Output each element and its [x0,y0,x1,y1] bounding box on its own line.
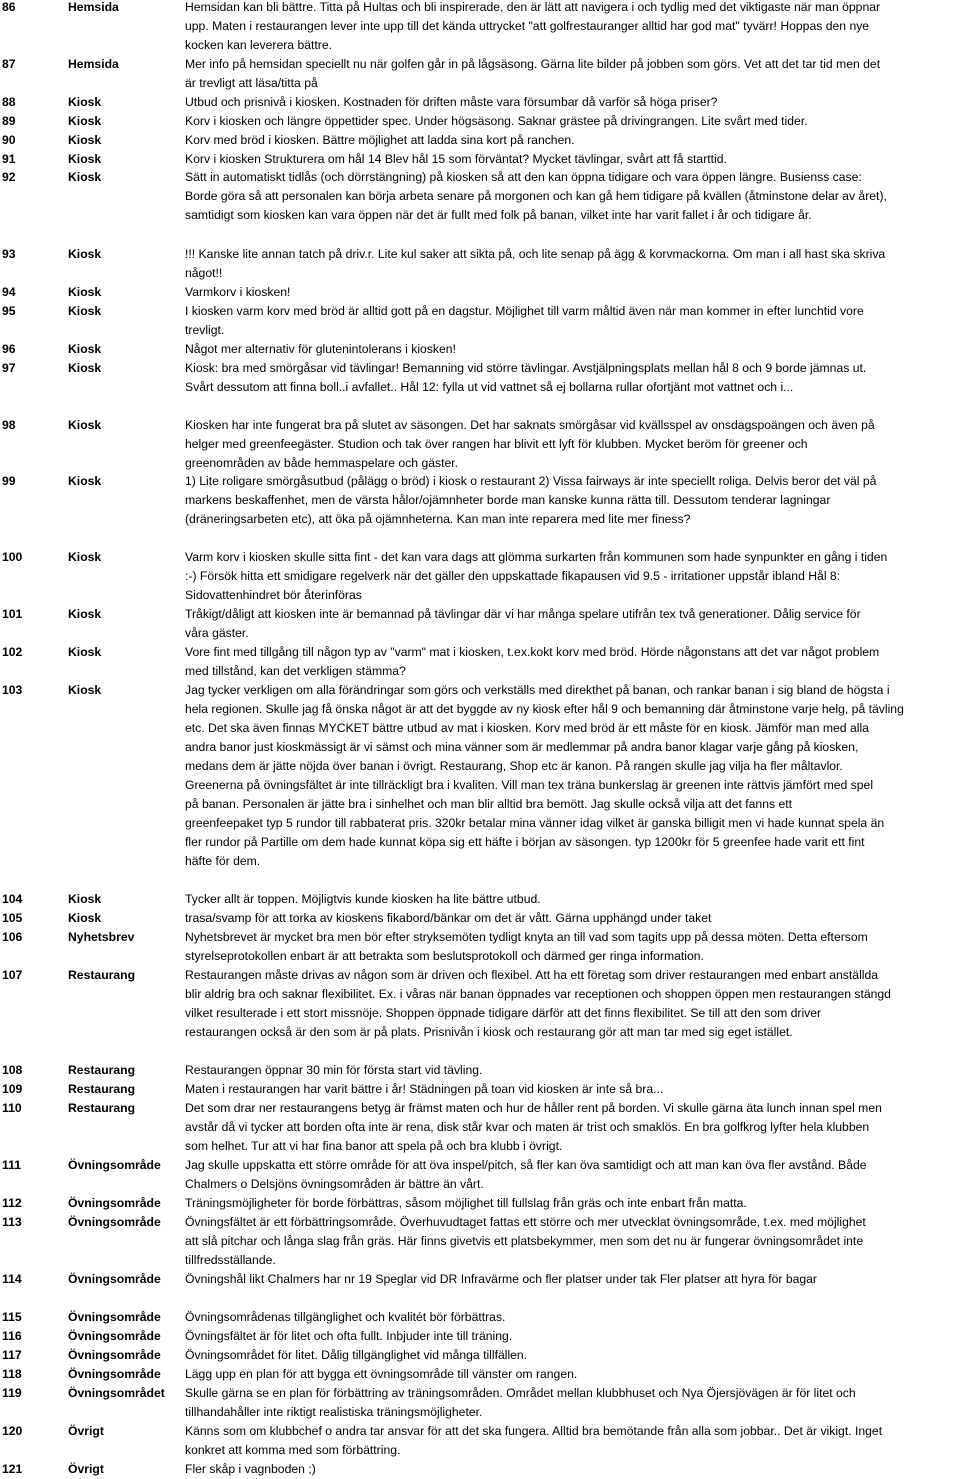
row-comment [185,1346,957,1365]
row-comment [185,548,957,605]
comment-line: vilket resulterade i ett stort missnöje. Shoppen öppnade tidigare därför att det finns flexibilitet. Se till att den som driver [185,1006,822,1020]
comment-line: Korv i kiosken och längre öppettider spec. Under högsäsong. Saknar grästee på drivingrangen. Lite svårt med tider. [185,114,808,128]
row-category: Övningsområde [68,1348,161,1362]
row-category: Övningsområde [68,1196,161,1210]
comment-line: 1) Lite roligare smörgåsutbud (pålägg o bröd) i kiosk o restaurant 2) Vissa fairways är inte speciellt roliga. Delvis beror det väl på [185,474,877,488]
row-number: 97 [2,361,16,375]
row-category: Övrigt [68,1424,104,1438]
row-category: Kiosk [68,550,102,564]
row-category: Kiosk [68,152,102,166]
comment-line: Övningsfältet är för litet och ofta fullt. Inbjuder inte till träning. [185,1329,513,1343]
row-number: 106 [2,930,23,944]
row-category: Restaurang [68,1063,136,1077]
comment-line: Korv i kiosken Strukturera om hål 14 Blev hål 15 som förväntat? Mycket tävlingar, svårt att få starttid. [185,152,727,166]
comment-line: greenfeepaket typ 5 rundor till rabbaterat pris. 320kr betalar mina vänner idag vilket är ganska billigit men vi hade kunnat spela än [185,816,885,830]
row-category: Restaurang [68,968,136,982]
row-category: Kiosk [68,645,102,659]
row-comment [185,302,957,340]
row-category: Övningsområde [68,1158,161,1172]
row-number: 115 [2,1310,22,1324]
row-category: Hemsida [68,57,119,71]
comment-line: med tillstånd, kan det verkligen stämma? [185,664,406,678]
comment-line: Restaurangen öppnar 30 min för första start vid tävling. [185,1063,483,1077]
row-category: Kiosk [68,911,102,925]
comment-line: Övningsområdenas tillgänglighet och kvalitét bör förbättras. [185,1310,506,1324]
row-number: 110 [2,1101,22,1115]
row-number: 92 [2,170,16,184]
row-category: Kiosk [68,418,102,432]
row-number: 98 [2,418,16,432]
row-category: Restaurang [68,1082,136,1096]
comment-line: något!! [185,266,223,280]
row-category: Kiosk [68,607,102,621]
row-comment [185,340,957,359]
row-number: 91 [2,152,16,166]
comment-line: Svårt dessutom att finna boll..i avfallet.. Hål 12: fylla ut vid vattnet så ej bollarna rullar ofortjänt mot vattnet och i... [185,380,794,394]
row-comment [185,1194,957,1213]
comment-line: Sätt in automatiskt tidlås (och dörrstängning) på kiosken så att den kan öppna tidigare och vara öppen längre. Busienss case: [185,170,862,184]
comment-line: styrelseprotokollen enbart är att betrakta som beslutsprotokoll och därmed ger ringa information. [185,949,704,963]
row-number: 114 [2,1272,22,1286]
comment-line: Mer info på hemsidan speciellt nu när golfen går in på lågsäsong. Gärna lite bilder på jobben som görs. Vet att det tar tid men det [185,57,881,71]
comment-line: hela regionen. Skulle jag få önska något är att det byggde av ny kiosk efter hål 9 och bemanning där åtminstone varje helg, på tävling [185,702,904,716]
comment-line: Tycker allt är toppen. Möjligtvis kunde kiosken ha lite bättre utbud. [185,892,541,906]
comment-line: är trevligt att läsa/titta på [185,76,318,90]
row-number: 105 [2,911,23,925]
row-category: Restaurang [68,1101,136,1115]
row-number: 89 [2,114,16,128]
row-number: 117 [2,1348,22,1362]
row-category: Kiosk [68,474,102,488]
row-number: 96 [2,342,16,356]
row-category: Övningsområde [68,1329,161,1343]
comment-line: Det som drar ner restaurangens betyg är främst maten och hur de håller rent på borden. Vi skulle gärna äta lunch innan spel men [185,1101,882,1115]
row-number: 93 [2,247,16,261]
row-number: 112 [2,1196,22,1210]
comment-line: medans dem är jätte nöjda över banan i övrigt. Restaurang, Shop etc är kanon. På rangen skulle jag vilja ha fler måltavlor. [185,759,843,773]
row-comment [185,168,957,225]
row-comment [185,0,957,55]
comment-line: Något mer alternativ för glutenintolerans i kiosken! [185,342,456,356]
row-number: 107 [2,968,23,982]
row-number: 94 [2,285,16,299]
comment-line: Övningshål likt Chalmers har nr 19 Speglar vid DR Infravärme och fler platser under tak Fler platser att hyra för bagar [185,1272,817,1286]
row-number: 111 [2,1158,21,1172]
row-comment [185,605,957,643]
row-comment [185,1308,957,1327]
row-category: Kiosk [68,114,102,128]
row-number: 103 [2,683,23,697]
comment-line: Skulle gärna se en plan för förbättring av träningsområden. Området mellan klubbhuset och Nya Öjersjövägen är för litet och [185,1386,856,1400]
row-number: 87 [2,57,16,71]
comment-line: Övningsområdet för litet. Dålig tillgänglighet vid många tillfällen. [185,1348,528,1362]
row-category: Kiosk [68,95,102,109]
comment-line: I kiosken varm korv med bröd är alltid gott på en dagstur. Möjlighet till varm måltid även när man kommer in efter lunchtid vore [185,304,864,318]
row-number: 90 [2,133,16,147]
row-comment [185,890,957,909]
comment-line: Tråkigt/dåligt att kiosken inte är bemannad på tävlingar där vi har många spelare utifrån tex två generationer. Dålig service för [185,607,861,621]
row-category: Hemsida [68,0,119,14]
row-comment [185,359,957,397]
row-category: Övrigt [68,1462,104,1476]
row-comment [185,1156,957,1194]
comment-line: Jag skulle uppskatta ett större område för att öva inspel/pitch, så fler kan öva samtidigt och att man kan öva fler avstånd. Både [185,1158,867,1172]
comment-line: upp. Maten i restaurangen lever inte upp till det kända uttrycket "att golfrestauranger alltid har god mat" tyvärr! Hoppas den nye [185,19,870,33]
row-category: Övningsområde [68,1215,161,1229]
row-comment [185,1213,957,1270]
row-comment [185,150,957,169]
row-category: Kiosk [68,285,102,299]
row-comment [185,681,957,871]
row-number: 99 [2,474,16,488]
comment-line: :-) Försök hitta ett smidigare regelverk när det gäller den uppskattade fikapausen vid 9.5 - irritationer uppstår ibland Hål 8: [185,569,841,583]
row-number: 109 [2,1082,23,1096]
comment-line: avstår då vi tycker att borden ofta inte är rena, disk står kvar och maten är trist och smaklös. En bra golfkrog lyfter hela klubben [185,1120,870,1134]
row-number: 86 [2,0,16,14]
row-comment [185,93,957,112]
row-category: Kiosk [68,683,102,697]
row-number: 100 [2,550,23,564]
comment-line: Sidovattenhindret bör återinföras [185,588,362,602]
comment-line: andra banor just kioskmässigt är vi sämst och mina vänner som är medlemmar på andra banor klagar varje gång på kiosken, [185,740,859,754]
comment-line: på banan. Personalen är jätte bra i sinhelhet och man blir alltid bra bemött. Jag skulle också vilja att det fanns ett [185,797,793,811]
row-number: 120 [2,1424,23,1438]
comment-line: Kiosken har inte fungerat bra på slutet av säsongen. Det har saknats smörgåsar vid kvällsspel av onsdagspoängen och även på [185,418,875,432]
row-comment [185,283,957,302]
row-number: 102 [2,645,23,659]
comment-line: Vore fint med tillgång till någon typ av "varm" mat i kiosken, t.ex.kokt korv med bröd. Hörde någonstans att det var något problem [185,645,880,659]
row-comment [185,55,957,93]
row-comment [185,928,957,966]
row-category: Kiosk [68,133,102,147]
row-category: Kiosk [68,361,102,375]
row-comment [185,1365,957,1384]
comment-line: våra gäster. [185,626,249,640]
row-number: 108 [2,1063,23,1077]
row-comment [185,112,957,131]
comment-line: Kiosk: bra med smörgåsar vid tävlingar! Bemanning vid större tävlingar. Avstjälpningsplats mellan hål 8 och 9 borde jämnas ut. [185,361,867,375]
row-comment [185,416,957,473]
row-comment [185,1422,957,1460]
comment-line: Känns som om klubbchef o andra tar ansvar för att det ska fungera. Alltid bra bemötande från alla som jobbar.. Det är vikigt. Inget [185,1424,883,1438]
row-number: 116 [2,1329,22,1343]
row-number: 119 [2,1386,22,1400]
comment-line: Chalmers o Delsjöns övningsområden är bättre än vårt. [185,1177,484,1191]
comment-line: Korv med bröd i kiosken. Bättre möjlighet att ladda sina kort på ranchen. [185,133,575,147]
row-category: Nyhetsbrev [68,930,135,944]
comment-line: häfte för dem. [185,854,261,868]
comment-line: helger med greenfeegäster. Studion och tak över rangen har blivit ett lyft för klubben. Mycket beröm för greener och [185,437,808,451]
comment-line: Jag tycker verkligen om alla förändringar som görs och verkställs med direkthet på banan, och rankar banan i sig bland de högsta i [185,683,890,697]
row-comment [185,1270,957,1289]
row-number: 121 [2,1462,23,1476]
comment-line: Övningsfältet är ett förbättringsområde. Överhuvudtaget fattas ett större och mer utvecklat övningsområde, t.ex. med möjlighet [185,1215,866,1229]
comment-line: blir aldrig bra och saknar flexibilitet. Ex. i våras när banan öppnades var receptionen och shoppen öppen men restaurangen stängd [185,987,891,1001]
row-number: 101 [2,607,23,621]
comment-line: tillfredsställande. [185,1253,276,1267]
comment-line: Varm korv i kiosken skulle sitta fint - det kan vara dags att glömma surkarten från kommunen som hade synpunkter en gång i tiden [185,550,888,564]
row-comment [185,909,957,928]
comment-line: markens beskaffenhet, men de värsta hålor/ojämnheter borde man kanske kunna rätta till. Dessutom tenderar lagningar [185,493,831,507]
comment-line: (dräneringsarbeten etc), att öka på ojämnheterna. Kan man inte reparera med lite mer finess? [185,512,691,526]
comment-line: trasa/svamp för att torka av kioskens fikabord/bänkar om det är vått. Gärna upphängd under taket [185,911,712,925]
comment-line: Lägg upp en plan för att bygga ett övningsområde till vänster om rangen. [185,1367,578,1381]
comment-line: greenområden av både hemmaspelare och gäster. [185,456,459,470]
comment-line: restaurangen också är den som är på plats. Prisnivån i kiosk och restaurang gör att man tar med sig eget istället. [185,1025,793,1039]
row-number: 88 [2,95,16,109]
row-category: Kiosk [68,892,102,906]
comment-line: Greenerna på övningsfältet är inte tillräckligt bra i kvaliten. Vill man tex träna bunkerslag är greenen inte rättvis jämfört med spel [185,778,874,792]
comment-line: Nyhetsbrevet är mycket bra men bör efter stryksemöten tydligt knyta an till vad som tagits upp på dessa möten. Detta eftersom [185,930,868,944]
comment-line: trevligt. [185,323,225,337]
comment-line: Utbud och prisnivå i kiosken. Kostnaden för driften måste vara försumbar då varför så höga priser? [185,95,718,109]
row-category: Kiosk [68,342,102,356]
row-comment [185,472,957,529]
comment-line: samtidigt som kiosken kan vara öppen när det är fullt med folk på banan, vilket inte har varit fallet i år och tidigare år. [185,208,812,222]
comment-line: etc. Det ska även finnas MYCKET bättre utbud av mat i kiosken. Korv med bröd är ett måste för en kiosk. Jämför man med alla [185,721,869,735]
row-number: 118 [2,1367,22,1381]
row-category: Kiosk [68,304,102,318]
row-comment [185,1080,957,1099]
comment-line: !!! Kanske lite annan tatch på driv.r. Lite kul saker att sikta på, och lite senap på ägg & korvmackorna. Om man i all hast ska skriva [185,247,886,261]
comment-line: Varmkorv i kiosken! [185,285,291,299]
row-comment [185,1384,957,1422]
comment-line: Träningsmöjligheter för borde förbättras, såsom möjlighet till fullslag från gräs och inte enbart från matta. [185,1196,747,1210]
comment-line: Maten i restaurangen har varit bättre i år! Städningen på toan vid kiosken är inte så bra... [185,1082,664,1096]
row-category: Kiosk [68,170,102,184]
comment-line: kocken kan leverera bättre. [185,38,333,52]
row-comment [185,1460,957,1479]
comment-line: Borde göra så att personalen kan börja arbeta senare på morgonen och kan gå hem tidigare på kvällen (åtminstone delar av året), [185,189,887,203]
comment-line: som helhet. Tur att vi har fina banor att spela på och bra klubb i övrigt. [185,1139,563,1153]
comment-line: konkret att komma med som förbättring. [185,1443,401,1457]
comment-line: Fler skåp i vagnboden ;) [185,1462,316,1476]
row-comment [185,1061,957,1080]
row-comment [185,1327,957,1346]
comment-line: Hemsidan kan bli bättre. Titta på Hultas och bli inspirerade, den är lätt att navigera i och tydlig med det viktigaste när man öppnar [185,0,881,14]
comment-line: fler rundor på Partille om dem hade kunnat köpa sig ett häfte i början av säsongen. typ 1200kr för 5 greenfee hade varit ett fint [185,835,865,849]
comment-line: att slå pitchar och långa slag från gräs. Här finns givetvis ett platsbekymmer, men som det nu är fungerar övningsområdet inte [185,1234,864,1248]
row-category: Övningsområdet [68,1386,165,1400]
row-category: Övningsområde [68,1367,161,1381]
row-number: 113 [2,1215,22,1229]
comment-line: Restaurangen måste drivas av någon som är driven och flexibel. Att ha ett företag som driver restaurangen med enbart anställda [185,968,879,982]
row-category: Övningsområde [68,1310,161,1324]
comment-line: tillhandahåller inte riktigt realistiska träningsmöjligheter. [185,1405,483,1419]
row-category: Kiosk [68,247,102,261]
row-category: Övningsområde [68,1272,161,1286]
row-number: 95 [2,304,16,318]
row-comment [185,643,957,681]
row-comment [185,966,957,1042]
row-comment [185,1099,957,1156]
row-comment [185,245,957,283]
row-number: 104 [2,892,23,906]
row-comment [185,131,957,150]
